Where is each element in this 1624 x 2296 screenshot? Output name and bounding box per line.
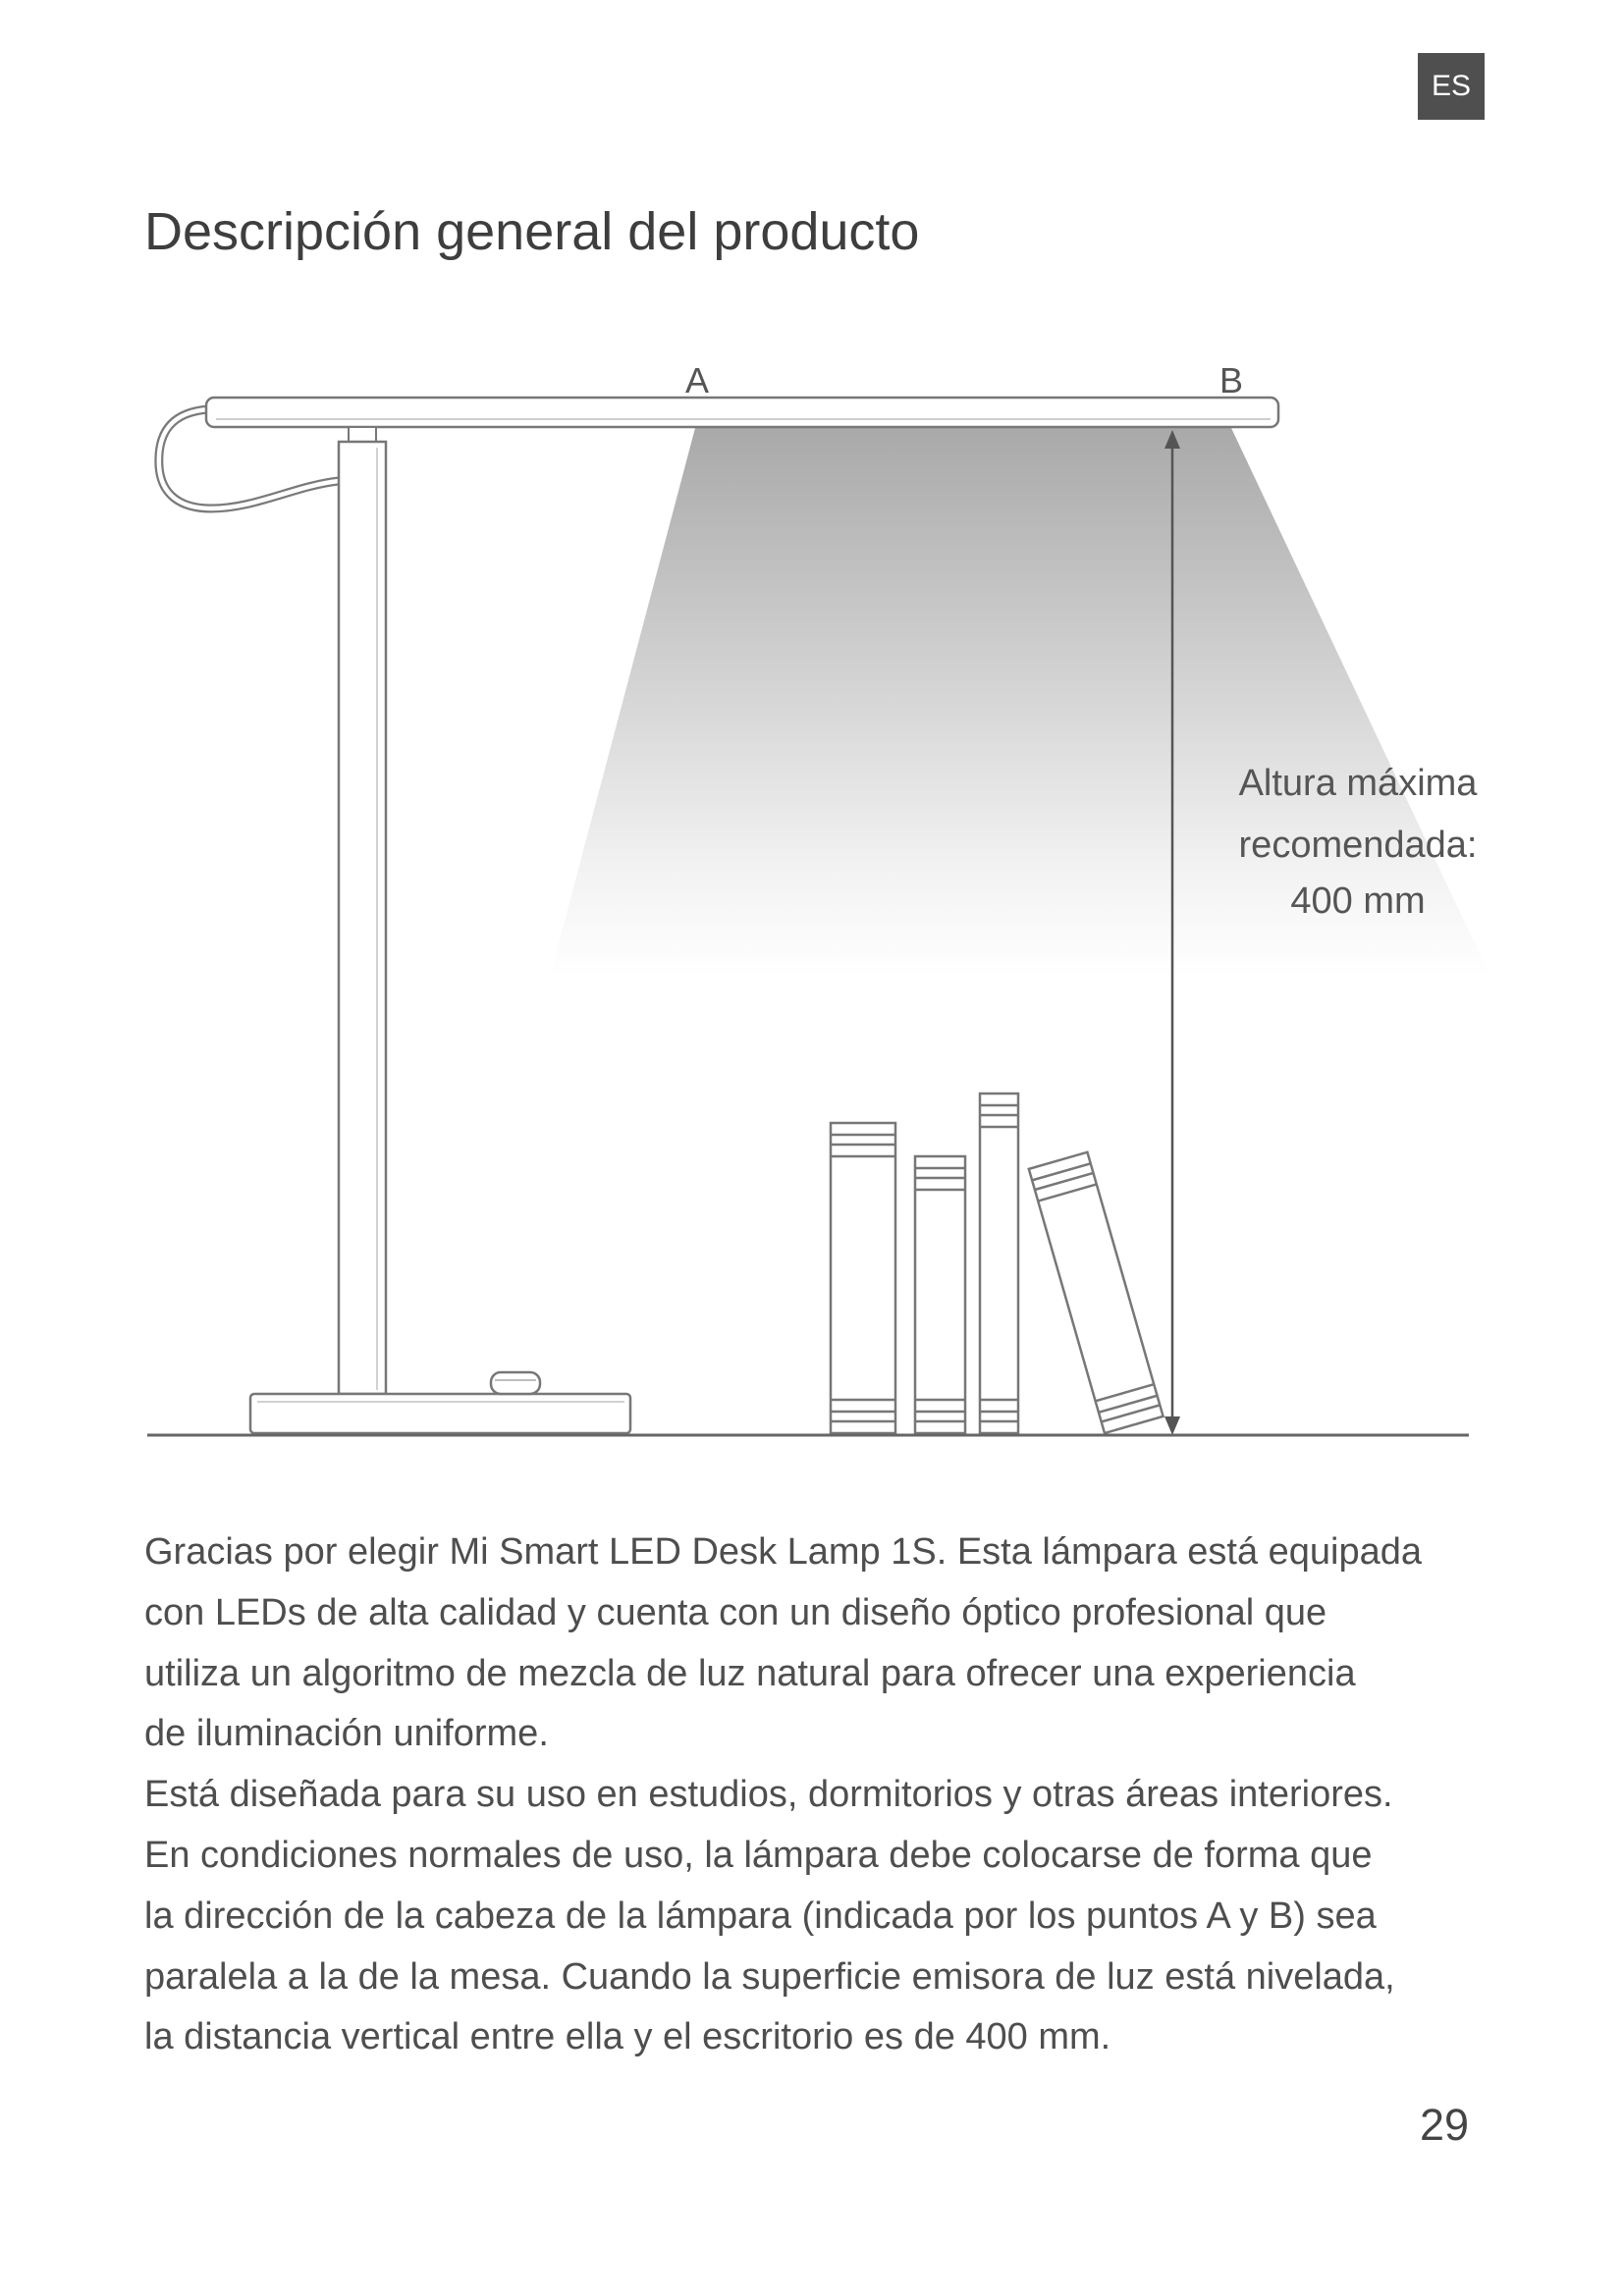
page-title: Descripción general del producto	[144, 202, 920, 261]
body-line: paralela a la de la mesa. Cuando la superficie emisora de luz está nivelada,	[144, 1955, 1395, 1998]
book-cover	[831, 1123, 895, 1433]
lamp-joint	[349, 427, 376, 442]
book	[831, 1123, 895, 1433]
book-cover	[915, 1156, 965, 1433]
body-line: utiliza un algoritmo de mezcla de luz natural para ofrecer una experiencia	[144, 1652, 1356, 1694]
height-note-line-3: 400 mm	[1290, 881, 1426, 922]
body-line: Está diseñada para su uso en estudios, dormitorios y otras áreas interiores.	[144, 1774, 1393, 1816]
body-line: En condiciones normales de uso, la lámpara debe colocarse de forma que	[144, 1834, 1373, 1876]
lamp-head	[206, 398, 1278, 427]
books	[831, 1094, 1164, 1433]
body-text	[144, 1522, 1558, 2068]
lamp-pole	[339, 442, 386, 1394]
height-note-line-2: recomendada:	[1238, 825, 1478, 866]
book-cover	[980, 1094, 1018, 1433]
lamp-knob	[491, 1372, 540, 1394]
body-line: Gracias por elegir Mi Smart LED Desk Lamp 1S. Esta lámpara está equipada	[144, 1531, 1423, 1573]
lamp-base	[250, 1394, 630, 1433]
leaning-book	[1029, 1152, 1164, 1433]
arrow-down-icon	[1164, 1416, 1180, 1435]
paragraph	[144, 1765, 1558, 2068]
height-note-line-1: Altura máxima	[1238, 763, 1478, 804]
paragraph	[144, 1522, 1558, 1765]
body-line: la distancia vertical entre ella y el escritorio es de 400 mm.	[144, 2016, 1111, 2058]
point-label-b: B	[1218, 360, 1244, 400]
point-label-a: A	[684, 360, 710, 400]
language-code: ES	[1431, 70, 1472, 102]
body-line: la dirección de la cabeza de la lámpara (indicada por los puntos A y B) sea	[144, 1895, 1377, 1937]
book-cover	[1029, 1152, 1164, 1433]
body-line: con LEDs de alta calidad y cuenta con un diseño óptico profesional que	[144, 1591, 1327, 1633]
body-line: de iluminación uniforme.	[144, 1713, 549, 1755]
page-number: 29	[1419, 2100, 1469, 2150]
book	[915, 1156, 965, 1433]
book	[980, 1094, 1018, 1433]
